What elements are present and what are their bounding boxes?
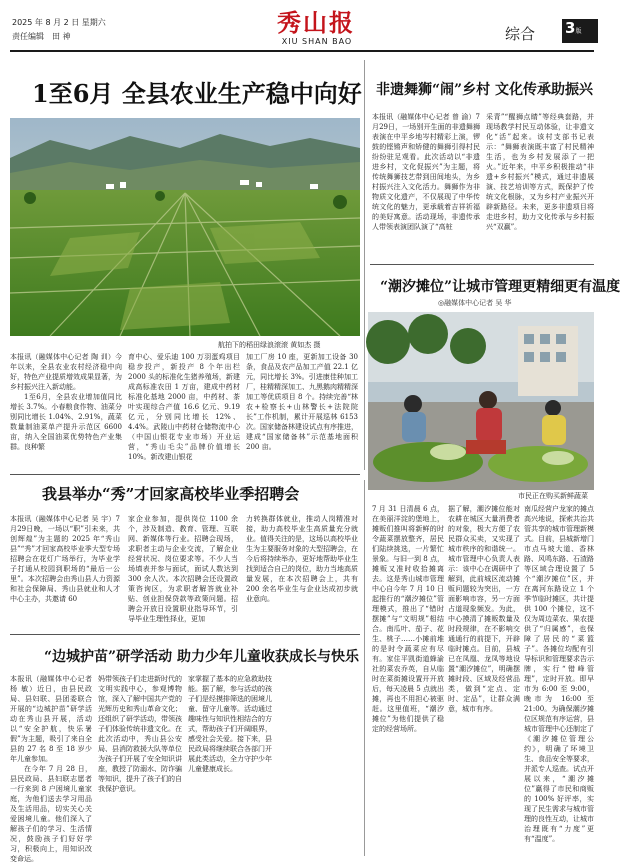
tidal-stall-byline: ◎融媒体中心记者 吴 华 — [438, 299, 512, 307]
agri-column-1 — [10, 352, 122, 477]
section-name: 综合 — [505, 25, 536, 43]
lion-paragraph-1: 本报讯（融媒体中心记者 曾 渝）7月29日，一场别开生面的非遗舞狮表演在中平乡地岑村精彩上演，锣鼓的铿锵声和矫健的舞狮引得村民纷纷驻足观看。此次活动以“非遗进乡村，文化促振兴”为主题，将传统舞狮技艺带到田间地头，为乡村振兴注入文化活力。舞狮作为非物质文化遗产，不仅展现了中华传统文化的魅力，更承载着吉祥祈福的美好寓意。活动现场，非遗传承人带领表演团队演了“高桩 — [372, 113, 480, 231]
jobs-paragraph-3: 力转换群体就业，推动人岗精准对接，助力高校毕业生高质量充分就业。值得关注的是，这场以高校毕业生为主要服务对象的大型招聘会，在今后将持续举办，更好地帮助毕业生找到适合自己的岗位，助力当地高质量发展，在本次招聘会上，共有 200 余名毕业生与企业达成初步就业意向。 — [246, 515, 358, 603]
rice-field-caption: 航拍下的稻田绿浪滚滚 黄如杰 摄 — [218, 341, 321, 349]
jobs-paragraph-1: 本报讯（融媒体中心记者 吴 宇）7月29日晚，一场以“职”引未来，共创辉煌”为主题的 2025 年“秀山县”“秀”才回家高校毕业季大型专场招聘会在花灯广场举行，为毕业学子打通从校园到职场的“最后一公里”。本次招聘会由秀山县人力资源和社会保障局、秀山县就业和人才中心主办，共邀请 60 — [10, 515, 120, 603]
newspaper-logo-english: XIU SHAN BAO — [281, 37, 353, 46]
stall-column-2 — [448, 504, 520, 856]
jobs-headline: 我县举办“秀”才回家高校毕业季招聘会 — [42, 485, 300, 503]
column-divider-main — [364, 60, 365, 470]
lion-column-2 — [486, 112, 594, 260]
mind-top-divider — [10, 634, 360, 635]
stall-column-3 — [524, 504, 594, 856]
jobs-column-2 — [128, 514, 238, 626]
mind-paragraph-2: 妈带领孩子们走进新时代的文明实践中心，参观博物馆，深入了解中国共产党的光辉历史和秀山革命文化；还组织了研学活动，带领孩子们体验传统非遗文化。在此次活动中，秀山县公安局、县消防救援大队等单位为孩子们开展了安全知识讲座，教授了防溺水、防诈骗等知识，提升了孩子们的自我保护意识。 — [98, 675, 182, 793]
mind-column-2 — [98, 674, 182, 856]
mind-column-1 — [10, 674, 92, 863]
jobs-column-1 — [10, 514, 120, 626]
column-divider-lower — [364, 480, 365, 856]
agri-column-3 — [246, 352, 358, 477]
rice-field-illustration — [10, 118, 360, 336]
lion-dance-headline: 非遗舞狮“闹”乡村 文化传承助振兴 — [376, 82, 593, 98]
issue-date: 2025 年 8 月 2 日 星期六 — [12, 18, 106, 27]
page-suffix: 版 — [575, 28, 582, 35]
agri-paragraph-2: 1至6月，全县农业增加值同比增长 3.7%。小春粮食作物、油菜分别同比增长 1.04%、2.91%，蔬菜数量制油菜单产提升示范区 6600 亩，纳入全国油菜优势特色产业集群。良种繁 — [10, 393, 122, 451]
mind-column-3 — [188, 674, 272, 856]
jobs-column-3 — [246, 514, 358, 626]
mind-paragraph-4: 在今年 7 月 28 日，县民政局、县妇联志愿者一行来到 8 户困境儿童家庭，为他们送去学习用品及生活用品，切实关心关爱困境儿童。他们深入了解孩子们的学习、生活情况，鼓励孩子们好好学习，积极向上，用知识改变命运。 — [10, 765, 92, 863]
rice-field-photo — [10, 118, 360, 336]
newspaper-logo: 秀山报 — [277, 8, 355, 37]
agri-paragraph-3: 育中心、爱乐迪 100 万羽蛋鸡项目稳步投产，新投产 8 个年出栏 2000 头的标准化生猪养殖场，新建成高标准农田 1 万亩，建成中药材标准化基地 2000 亩，中药材、茶叶实现综合产值 16.6 亿元、9.19 亿元，分别同比增长 12%、4.4%。武陵山中药材仓储物流中心（中国山银花专业市场）开业运营，“秀山毛尖”品牌价值增长 10%。新改建山银花 — [128, 353, 240, 461]
agri-paragraph-1: 本报讯（融媒体中心记者 陶 训）今年以来，全县农业农村经济稳中向好，特色产业提质增效成果显著，为乡村振兴注入新动能。 — [10, 353, 122, 391]
stall-paragraph-3: 南瓜经营户龙家的摊点高兴地说，探索共治共管共享的城市管理新模式。目前，县城新增门市点马坡大道、香林路、风鸣东路、石渣路等区域合理设置了 5 个“潮汐摊位”区，并在离河东路设立 1 个季节临时摊区，共计提供 100 个摊位，这不仅为周边菜农、果农提供了“归属感”，也保障了居民的“菜篮子”。各摊位均配有引导标识和管理要求告示牌，实行“错峰管理”，定时开放。即早市为 6:00 至 9:00，晚市为 16:00 至 21:00。为确保潮汐摊位区规范有序运营，县城市管理中心还制定了《潮汐摊位管理公约》，明确了环境卫生、食品安全等要求，并派专人巡查。试点开展以来，“潮汐摊位”赢得了市民和商贩的 100% 好评率，实现了民生需求与城市管理的良性互动，让城市治理既有“力度”更有“温度”。 — [524, 505, 594, 843]
mind-headline: “边城护苗”研学活动 助力少年儿童收获成长与快乐 — [44, 649, 359, 665]
responsible-editor: 责任编辑 田 神 — [12, 32, 71, 41]
agri-column-2 — [128, 352, 240, 477]
lion-paragraph-2: 采青”“醒狮点睛”等经典套路，并现场教学村民互动体验，让非遗文化“活”起来。该村支部书记表示：“舞狮表演既丰富了村民精神生活，也为乡村发展添了一把火。”近年来，中平乡积极推动“非遗+乡村振兴”模式，通过非遗展演、技艺培训等方式，既保护了传统文化根脉，又为乡村产业振兴开辟新路径。未来，更多非遗项目将走进乡村，助力文化传承与乡村振兴“双赢”。 — [486, 113, 594, 231]
stall-paragraph-1: 7 月 31 日清晨 6 点，在美丽洋淀的堡地上，摊贩们推叫将新鲜的时令蔬菜摆放整齐，居民们陆续挑选，一片繁忙景象。与旧一到 8 点，摊贩又准时收拾摊离去。这是秀山城市管理中心自今年 7 月 10 日起推行的“潮汐摊位”管理模式，推出了“错时摆摊”与“文明规”相结合。南瓜叶、茄子、花生、桃子……小摊前堆的是时令蔬菜应有尽有。家住平凯街道蜂渝社的菜农乔英，自从临时在菜街摊设置开开放后，每天凌晨 5 点就出摊，再也不用担心被驱赶。这里值班，“潮汐摊位”为他们提供了稳定的经营场所。 — [372, 505, 444, 733]
jobs-paragraph-2: 家企业参加，提供岗位 1100 余个，涉及制造、教育、管理、互联网、新媒体等行业。招聘会现场，求职者主动与企业交流，了解企业经营状况、岗位要求等。不少人当场填表并参与面试，面试人数达到 300 余人次。本次招聘会还设置政策咨询区，为求职者解答就业补贴、创业担保贷款等政策问题。招聘会开放日设置职业指导环节，引导毕业生理性择业，更加 — [128, 515, 238, 623]
jobs-top-divider — [10, 474, 360, 475]
stall-paragraph-2: 据了解，潮汐摊位能对农耕在城区大量消费者的对象，极大方便了农民群众买卖，又实现了城市秩序的和谐统一。城市管理中心负责人表示：该中心在调研中了解到，此前城区流动摊贩问题较为突出，一方面影响市容，另一方面占道现象频发。为此，中心摸清了摊贩数量及时段规律，在不影响交通通行的前提下，开辟临时摊点。目前，县城已在凤凰、龙凤等地设置“潮汐摊位”，明确摆摊时段、区域及经营品类，做到“定点、定时、定品”，让群众满意，城市有序。 — [448, 505, 520, 713]
stall-column-1 — [372, 504, 444, 856]
lion-column-1 — [372, 112, 480, 260]
masthead — [0, 0, 602, 52]
mind-paragraph-1: 本报讯（融媒体中心记者 杨 敏）近日，由县民政局、县妇联、县团委联合开展的“边城护苗”研学活动在秀山县开展，活动以“安全护航，快乐暑假”为主题，吸引了来自全县的 27 名 8 至 18 岁少年儿童参加。 — [10, 675, 92, 763]
page-number-badge — [562, 19, 598, 43]
agri-headline: 1至6月 全县农业生产稳中向好 — [32, 79, 362, 108]
masthead-rule — [10, 50, 594, 52]
tidal-stall-headline: “潮汐摊位”让城市管理更精细更有温度 — [380, 279, 620, 295]
mind-paragraph-3: 家掌握了基本的应急救助技能。据了解，参与活动的孩子们是经摸排筛选的困境儿童、留守儿童等。活动通过趣味性与知识性相结合的方式，帮助孩子们开阔眼界，感受社会关爱。接下来，县民政局将继续联合各部门开展此类活动，全力守护少年儿童健康成长。 — [188, 675, 272, 773]
market-stall-caption: 市民正在购买新鲜蔬菜 — [518, 492, 588, 500]
agri-paragraph-4: 加工厂房 10 座，更新加工设备 30 条，食品及农产品加工产值 22.1 亿元，同比增长 3%。引进康佳种加工厂，桂精精深加工、九黑鹅肉精精深加工等优质项目 8 个。持续完善“林农+检察长+山林警长+法院院长”工作机制，累计开展巡林 6153 次。国家储备林建设试点有序推进，建成“国家储备林”示范基地面积 200 亩。 — [246, 353, 358, 451]
market-stall-illustration — [368, 312, 594, 490]
page-number: 3 — [565, 19, 576, 37]
market-stall-photo — [368, 312, 594, 490]
lion-divider — [370, 264, 594, 265]
